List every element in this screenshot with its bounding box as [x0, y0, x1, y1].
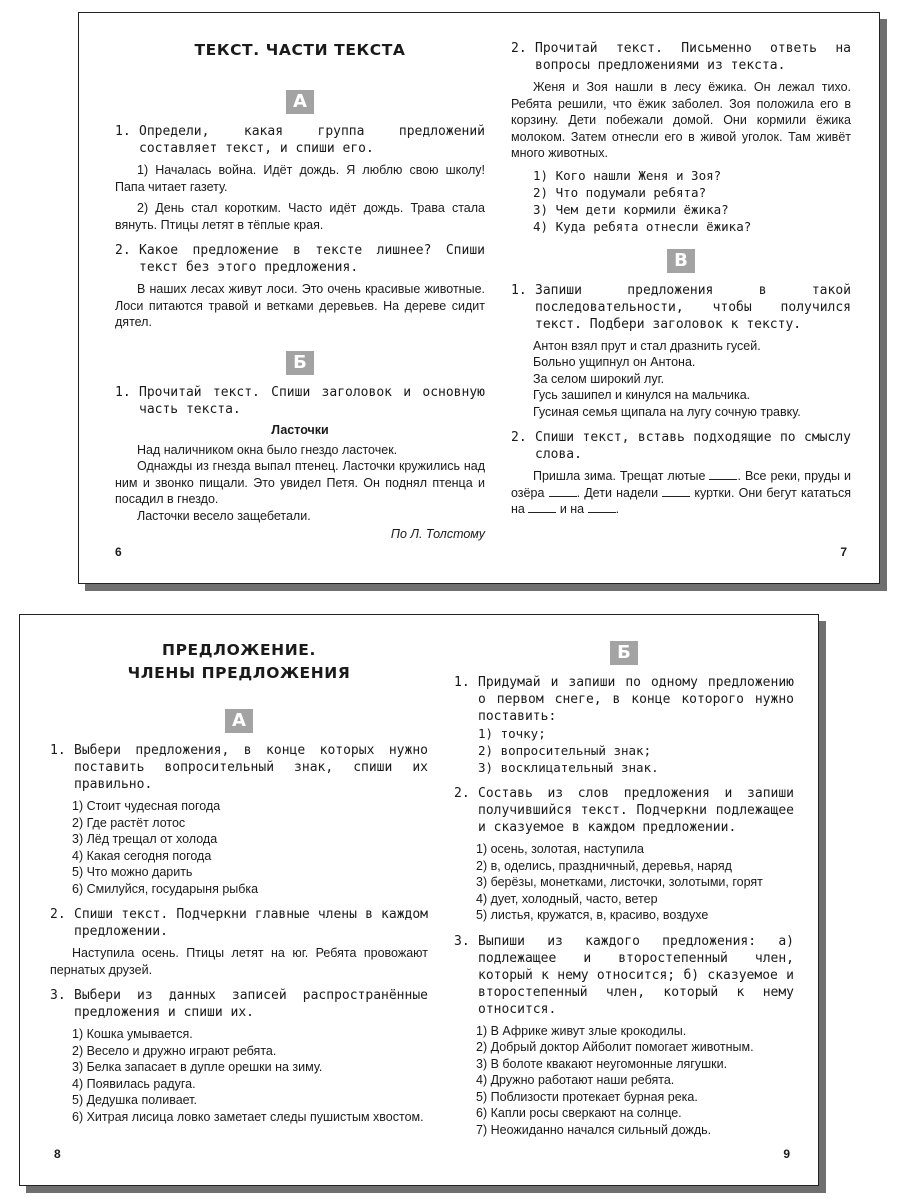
list-item: Гусиная семья щипала на лугу сочную травку.: [533, 404, 801, 419]
option-text: 1) Началась война. Идёт дождь. Я люблю свою школу! Папа читает газету.: [115, 163, 485, 194]
task-b1: 1. Придумай и запиши по одному предложению о первом снеге, в конце которого нужно поставить:: [454, 675, 794, 724]
story-title: Ласточки: [271, 422, 329, 437]
list-item: 1) В Африке живут злые крокодилы.: [476, 1023, 687, 1038]
list-item: 4) Какая сегодня погода: [72, 848, 212, 863]
page-number: 6: [115, 545, 122, 559]
question-list: [511, 167, 851, 235]
section-badge-a: А: [286, 90, 314, 114]
list-item: 3) Лёд трещал от холода: [72, 832, 218, 846]
task-instruction: Выпиши из каждого предложения: а) подлежащее и второстепенный член, который к нему относится; б) сказуемое и второстепенный член, который к нему относится.: [478, 933, 794, 1017]
list-item: 4) Куда ребята отнесли ёжика?: [533, 218, 752, 234]
word-set-list: [454, 841, 794, 924]
fill-in-text: Пришла зима. Трещат лютые . Все реки, пруды и озёра . Дети надели куртки. Они бегут кататься на и на .: [511, 469, 851, 516]
list-item: 1) Кошка умывается.: [72, 1027, 193, 1041]
workbook-spread-pages-6-7: [78, 12, 880, 584]
list-item: 3) берёзы, монетками, листочки, золотыми, горят: [476, 875, 763, 889]
list-item: 2) в, оделись, праздничный, деревья, наряд: [476, 858, 732, 873]
list-item: 6) Хитрая лисица ловко заметает следы пушистым хвостом.: [72, 1109, 424, 1124]
task-a2: 2. Спиши текст. Подчеркни главные члены в каждом предложении.: [50, 907, 428, 939]
task-instruction: Спиши текст, вставь подходящие по смыслу слова.: [535, 430, 851, 462]
story-paragraph: Однажды из гнезда выпал птенец. Ласточки кружились над ним и звонко пищали. Это увидел Петя. Он поднял птенца и посадил в гнездо.: [115, 459, 485, 506]
task-instruction: Определи, какая группа предложений составляет текст, и спиши его.: [139, 124, 485, 156]
task-a2: 2. Какое предложение в тексте лишнее? Спиши текст без этого предложения.: [115, 243, 485, 275]
page-title: ТЕКСТ. ЧАСТИ ТЕКСТА: [194, 41, 406, 59]
task-b3: 3. Выпиши из каждого предложения: а) подлежащее и второстепенный член, который к нему относится; б) сказуемое и второстепенный член, который к нему относится.: [454, 933, 794, 1017]
list-item: 5) Дедушка поливает.: [72, 1093, 197, 1107]
task-a2-right: 2. Прочитай текст. Письменно ответь на вопросы предложениями из текста.: [511, 41, 851, 73]
list-item: 3) Белка запасает в дупле орешки на зиму.: [72, 1060, 323, 1074]
section-badge-b: Б: [286, 351, 314, 375]
list-item: 6) Капли росы сверкают на солнце.: [476, 1106, 682, 1120]
page-number: 8: [54, 1147, 61, 1161]
list-item: 5) листья, кружатся, в, красиво, воздухе: [476, 908, 709, 922]
sentence-list: [454, 1023, 794, 1139]
task-instruction: Выбери из данных записей распространённые предложения и спиши их.: [74, 988, 428, 1020]
author-credit: По Л. Толстому: [390, 527, 485, 541]
blank-line: [662, 485, 690, 497]
task-a1: 1. Определи, какая группа предложений составляет текст, и спиши его.: [115, 124, 485, 156]
page-number: 7: [840, 545, 847, 559]
task-b1: 1. Прочитай текст. Спиши заголовок и основную часть текста.: [115, 384, 485, 417]
list-item: Гусь зашипел и кинулся на мальчика.: [533, 388, 751, 402]
section-badge-a: А: [225, 709, 253, 733]
task-a1: 1. Выбери предложения, в конце которых нужно поставить вопросительный знак, спиши их правильно.: [50, 743, 428, 792]
list-item: За селом широкий луг.: [533, 371, 665, 386]
task-v1: 1. Запиши предложения в такой последовательности, чтобы получился текст. Подбери заголовок к тексту.: [511, 282, 851, 332]
blank-line: [709, 468, 737, 480]
section-badge-b: Б: [610, 641, 638, 665]
sentence-list: [50, 798, 428, 897]
list-item: 2) Весело и дружно играют ребята.: [72, 1043, 277, 1058]
sentence-list: [50, 1026, 428, 1125]
list-item: 3) В болоте квакают неугомонные лягушки.: [476, 1056, 728, 1071]
task-instruction: Придумай и запиши по одному предложению о первом снеге, в конце которого нужно поставить:: [478, 675, 794, 724]
list-item: 6) Смилуйся, государыня рыбка: [72, 881, 259, 896]
list-item: Антон взял прут и стал дразнить гусей.: [533, 338, 761, 353]
task-a3: 3. Выбери из данных записей распространённые предложения и спиши их.: [50, 988, 428, 1020]
list-item: 3) Чем дети кормили ёжика?: [533, 201, 729, 217]
task-b2: 2. Составь из слов предложения и запиши получившийся текст. Подчеркни подлежащее и сказуемое в каждом предложении.: [454, 786, 794, 835]
list-item: Больно ущипнул он Антона.: [533, 355, 696, 369]
task-instruction: Запиши предложения в такой последовательности, чтобы получился текст. Подбери заголовок к тексту.: [535, 282, 851, 332]
workbook-spread-pages-8-9: [19, 614, 819, 1186]
sentence-list: [511, 338, 851, 421]
option-list: [454, 725, 794, 776]
list-item: 2) вопросительный знак;: [478, 743, 652, 758]
list-item: 1) Кого нашли Женя и Зоя?: [533, 167, 722, 183]
exercise-text: Наступила осень. Птицы летят на юг. Ребята провожают пернатых друзей.: [50, 946, 428, 977]
option-text: 2) День стал коротким. Часто идёт дождь. Трава стала вянуть. Птицы летят в тёплые края.: [115, 201, 485, 232]
list-item: 5) Поблизости протекает бурная река.: [476, 1089, 698, 1104]
exercise-text: В наших лесах живут лоси. Это очень красивые животные. Лоси питаются травой и ветками деревьев. На дереве сидит дятел.: [115, 282, 485, 329]
list-item: 5) Что можно дарить: [72, 865, 193, 879]
task-instruction: Составь из слов предложения и запиши получившийся текст. Подчеркни подлежащее и сказуемое в каждом предложении.: [478, 786, 794, 835]
story-paragraph: Ласточки весело защебетали.: [137, 508, 311, 523]
task-instruction: Прочитай текст. Письменно ответь на вопросы предложениями из текста.: [535, 41, 851, 73]
list-item: 7) Неожиданно начался сильный дождь.: [476, 1122, 712, 1137]
list-item: 1) Стоит чудесная погода: [72, 799, 221, 813]
page-6: [115, 13, 485, 583]
task-instruction: Выбери предложения, в конце которых нужно поставить вопросительный знак, спиши их правильно.: [74, 743, 428, 792]
page-8: [50, 615, 428, 1185]
section-badge-v: В: [667, 249, 695, 273]
list-item: 3) восклицательный знак.: [478, 760, 659, 775]
list-item: 2) Добрый доктор Айболит помогает животным.: [476, 1040, 754, 1054]
page-9: [454, 615, 794, 1185]
page-7: [511, 13, 851, 583]
task-instruction: Какое предложение в тексте лишнее? Спиши текст без этого предложения.: [139, 243, 485, 275]
blank-line: [528, 501, 556, 513]
story-paragraph: Над наличником окна было гнездо ласточек.: [137, 442, 398, 457]
blank-line: [588, 501, 616, 513]
list-item: 1) осень, золотая, наступила: [476, 842, 644, 856]
list-item: 2) Что подумали ребята?: [533, 184, 707, 200]
task-instruction: Прочитай текст. Спиши заголовок и основную часть текста.: [139, 384, 485, 417]
task-instruction: Спиши текст. Подчеркни главные члены в каждом предложении.: [74, 907, 428, 939]
page-title: ПРЕДЛОЖЕНИЕ. ЧЛЕНЫ ПРЕДЛОЖЕНИЯ: [127, 641, 351, 682]
list-item: 4) дует, холодный, часто, ветер: [476, 891, 658, 906]
list-item: 4) Дружно работают наши ребята.: [476, 1073, 675, 1087]
page-number: 9: [783, 1147, 790, 1161]
exercise-text: Женя и Зоя нашли в лесу ёжика. Он лежал тихо. Ребята решили, что ёжик заболел. Зоя положила его в корзину. Дети побежали домой. Они кормили ёжика молоком. Затем отнесли его в живой уголок. Там живёт много животных.: [511, 80, 851, 160]
list-item: 4) Появилась радуга.: [72, 1076, 196, 1091]
task-v2: 2. Спиши текст, вставь подходящие по смыслу слова.: [511, 430, 851, 462]
list-item: 2) Где растёт лотос: [72, 815, 186, 830]
list-item: 1) точку;: [478, 726, 546, 741]
blank-line: [549, 485, 577, 497]
